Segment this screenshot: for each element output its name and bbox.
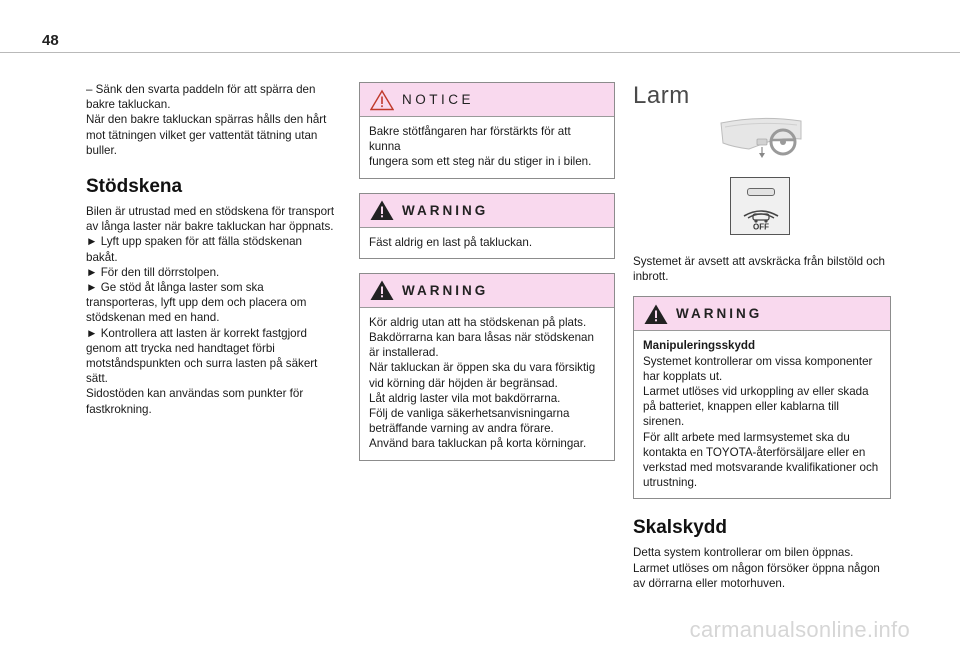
text-line: buller. (86, 143, 117, 157)
warning-box-larm (633, 296, 891, 499)
text-line: bakåt. (86, 250, 118, 264)
warning-triangle-icon (644, 303, 668, 325)
notice-header (360, 83, 614, 117)
text-line: Bakre stötfångaren har förstärkts för att kunna (369, 125, 571, 154)
text-line: När den bakre takluckan spärras hålls den hårt (86, 113, 327, 127)
text-line: vid körning där höjden är begränsad. (369, 376, 558, 390)
warning-header (360, 274, 614, 308)
warning-title: Manipuleringsskydd (643, 339, 756, 353)
text-line: på batteriet, knappen eller kablarna till (643, 400, 839, 414)
text-line: Larmet utlöses om någon försöker öppna någon (633, 561, 880, 575)
text-line: verkstad med motsvarande kvalifikationer och (643, 461, 879, 475)
text-line: fungera som ett steg när du stiger in i bilen. (369, 155, 592, 169)
dashboard-illustration-icon (719, 113, 803, 163)
notice-body (360, 117, 614, 178)
skalskydd-body (633, 545, 891, 591)
text-line: När takluckan är öppen ska du vara försiktig (369, 361, 596, 375)
column-middle (359, 82, 615, 475)
text-line: kontakta en TOYOTA-återförsäljare eller en (643, 445, 866, 459)
warning-body (360, 228, 614, 258)
text-line: inbrott. (633, 270, 669, 284)
text-line: stödskenan med en hand. (86, 311, 220, 325)
text-line: motståndspunkten och surra lasten på säkert (86, 357, 318, 371)
text-line: Detta system kontrollerar om bilen öppnas. (633, 546, 854, 560)
text-line: bakre takluckan. (86, 98, 171, 112)
text-line: Fäst aldrig en last på takluckan. (369, 235, 533, 249)
warning-header (360, 194, 614, 228)
text-line: ► Ge stöd åt långa laster som ska (86, 281, 264, 295)
warning-box-1 (359, 193, 615, 259)
larm-intro (633, 254, 891, 284)
text-line: Låt aldrig laster vila mot bakdörrarna. (369, 391, 561, 405)
text-line: av dörrarna eller motorhuven. (633, 576, 786, 590)
text-line: ► Lyft upp spaken för att fälla stödskenan (86, 235, 302, 249)
warning-box-2 (359, 273, 615, 461)
warning-triangle-icon (370, 279, 394, 301)
text-line: Systemet kontrollerar om vissa komponenter (643, 354, 873, 368)
header-divider (0, 52, 960, 53)
stodskena-body (86, 204, 346, 417)
text-line: Systemet är avsett att avskräcka från bilstöld och (633, 255, 885, 268)
text-line: utrustning. (643, 476, 698, 490)
text-line: – Sänk den svarta paddeln för att spärra den (86, 83, 316, 96)
warning-triangle-icon (370, 199, 394, 221)
notice-triangle-icon (370, 89, 394, 111)
intro-paragraph (86, 82, 346, 158)
text-line: beträffande varning av andra förare. (369, 422, 554, 436)
page-number: 48 (42, 32, 59, 49)
text-line: Bilen är utrustad med en stödskena för transport (86, 205, 335, 219)
text-line: sirenen. (643, 415, 685, 429)
column-left (86, 82, 346, 417)
text-line: ► Kontrollera att lasten är korrekt fastgjord (86, 326, 307, 340)
warning-label: WARNING (402, 202, 489, 218)
warning-header (634, 297, 890, 331)
text-line: av långa laster när bakre takluckan har öppnats. (86, 220, 334, 234)
car-alarm-icon (742, 202, 780, 230)
text-line: Larmet utlöses vid urkoppling av eller skada (643, 385, 869, 399)
text-line: För allt arbete med larmsystemet ska du (643, 430, 850, 444)
text-line: har kopplats ut. (643, 369, 723, 383)
text-line: är installerad. (369, 346, 439, 360)
text-line: Följ de vanliga säkerhetsanvisningarna (369, 407, 570, 421)
notice-label: NOTICE (402, 92, 475, 107)
alarm-off-button-illustration (730, 177, 790, 235)
section-heading-larm: Larm (633, 82, 690, 109)
watermark: carmanualsonline.info (689, 617, 910, 642)
text-line: fastkrokning. (86, 402, 152, 416)
text-line: ► För den till dörrstolpen. (86, 265, 220, 279)
section-heading-skalskydd: Skalskydd (633, 517, 727, 539)
section-heading-stodskena: Stödskena (86, 176, 183, 198)
warning-body (360, 308, 614, 460)
text-line: Kör aldrig utan att ha stödskenan på plats. (369, 315, 587, 329)
warning-body (634, 331, 890, 498)
button-slot (747, 188, 775, 196)
text-line: Bakdörrarna kan bara låsas när stödskenan (369, 331, 594, 345)
warning-label: WARNING (676, 306, 763, 322)
text-line: Använd bara takluckan på korta körningar. (369, 437, 587, 451)
off-label: OFF (753, 222, 769, 230)
text-line: Sidostöden kan användas som punkter för (86, 387, 304, 401)
text-line: sätt. (86, 372, 108, 386)
text-line: genom att trycka ned handtaget förbi (86, 341, 275, 355)
text-line: mot tätningen vilket ger vattentät tätning utan (86, 128, 318, 142)
notice-box (359, 82, 615, 179)
warning-label: WARNING (402, 282, 489, 298)
text-line: transporteras, lyft upp dem och placera om (86, 296, 307, 310)
